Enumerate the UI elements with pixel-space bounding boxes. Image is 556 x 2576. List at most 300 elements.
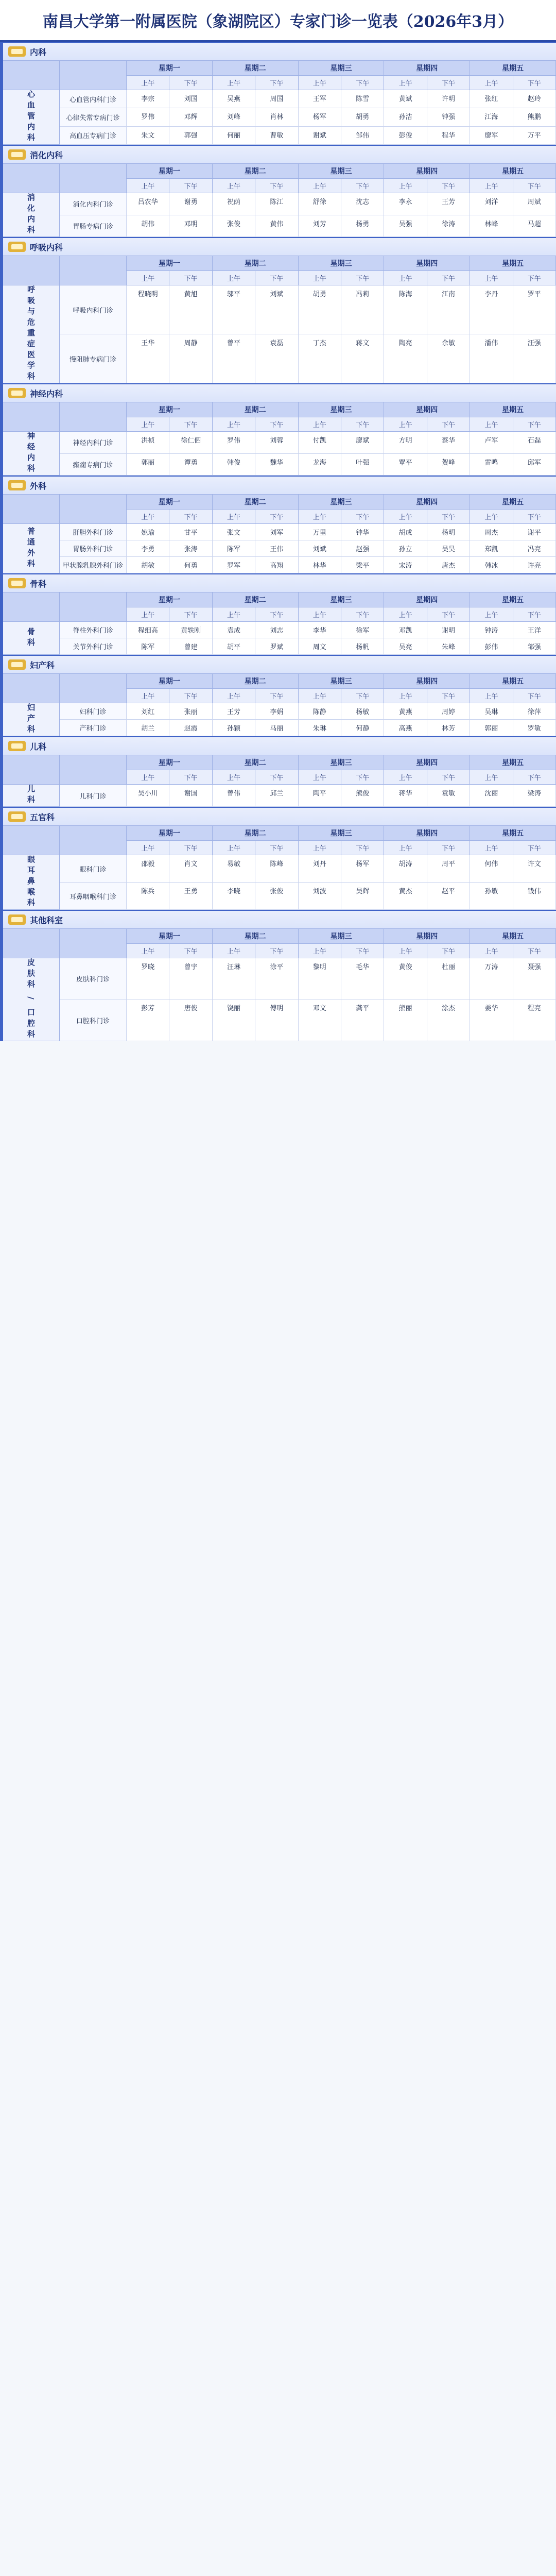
doctor-cell: 钱伟 <box>513 883 556 910</box>
doctor-cell: 许明 <box>427 90 470 108</box>
clinic-header-blank <box>60 495 127 524</box>
doctor-cell: 廖斌 <box>341 432 384 454</box>
doctor-cell: 熊俊 <box>341 785 384 807</box>
halfday-header: 下午 <box>341 179 384 193</box>
doctor-cell: 何静 <box>341 720 384 736</box>
doctor-cell: 陈海 <box>384 285 427 334</box>
footer-spacer <box>0 1041 556 1062</box>
section-title: 五官科 <box>30 812 55 822</box>
weekday-header: 星期三 <box>299 402 385 417</box>
halfday-header: 上午 <box>299 607 341 622</box>
doctor-cell: 杜丽 <box>427 958 470 999</box>
clinic-name: 神经内科门诊 <box>60 432 127 454</box>
weekday-header: 星期三 <box>299 592 385 607</box>
halfday-header: 上午 <box>213 841 255 855</box>
clinic-header-blank <box>60 674 127 703</box>
halfday-header: 上午 <box>470 607 513 622</box>
doctor-cell: 杨敏 <box>341 703 384 720</box>
doctor-cell: 韩冰 <box>470 557 513 573</box>
weekday-header: 星期三 <box>299 826 385 841</box>
doctor-cell: 沈志 <box>341 193 384 215</box>
weekday-header: 星期一 <box>127 61 213 76</box>
doctor-cell: 胡伟 <box>127 215 169 238</box>
clinic-name: 肝胆外科门诊 <box>60 524 127 540</box>
schedule-grid <box>3 592 556 655</box>
clinic-header-blank <box>60 164 127 193</box>
doctor-cell: 王洋 <box>513 622 556 638</box>
schedule-grid <box>3 402 556 476</box>
doctor-cell: 蔡华 <box>427 432 470 454</box>
doctor-cell: 吕农华 <box>127 193 169 215</box>
halfday-header: 下午 <box>169 271 212 285</box>
doctor-cell: 杨勇 <box>341 215 384 238</box>
doctor-cell: 马丽 <box>255 720 298 736</box>
clinic-name: 高血压专病门诊 <box>60 127 127 145</box>
halfday-header: 上午 <box>470 510 513 524</box>
halfday-header: 上午 <box>470 689 513 703</box>
doctor-cell: 吴昊 <box>427 540 470 557</box>
doctor-cell: 卢军 <box>470 432 513 454</box>
schedule-section <box>0 910 556 1041</box>
clinic-name: 胃肠专病门诊 <box>60 215 127 238</box>
doctor-cell: 胡兰 <box>127 720 169 736</box>
weekday-header: 星期二 <box>213 495 299 510</box>
halfday-header: 下午 <box>427 510 470 524</box>
weekday-header: 星期二 <box>213 256 299 271</box>
halfday-header: 上午 <box>299 271 341 285</box>
doctor-cell: 梁涛 <box>513 785 556 807</box>
halfday-header: 上午 <box>127 179 169 193</box>
doctor-cell: 孙颖 <box>213 720 255 736</box>
halfday-header: 上午 <box>127 510 169 524</box>
doctor-cell: 陶亮 <box>384 334 427 383</box>
weekday-header: 星期二 <box>213 929 299 944</box>
doctor-cell: 胡成 <box>384 524 427 540</box>
doctor-cell: 韩俊 <box>213 454 255 476</box>
doctor-cell: 刘军 <box>255 524 298 540</box>
section-header <box>3 145 556 164</box>
schedule-grid <box>3 256 556 383</box>
doctor-cell: 汪琳 <box>213 958 255 999</box>
doctor-cell: 彭俊 <box>384 127 427 145</box>
doctor-cell: 谢平 <box>513 524 556 540</box>
doctor-cell: 周文 <box>299 638 341 655</box>
clinic-name: 耳鼻咽喉科门诊 <box>60 883 127 910</box>
doctor-cell: 吴辉 <box>341 883 384 910</box>
halfday-header: 下午 <box>255 76 298 90</box>
doctor-cell: 唐俊 <box>169 999 212 1041</box>
doctor-cell: 朱琳 <box>299 720 341 736</box>
halfday-header: 上午 <box>470 179 513 193</box>
doctor-cell: 谭勇 <box>169 454 212 476</box>
doctor-cell: 黄伟 <box>255 215 298 238</box>
doctor-cell: 龙海 <box>299 454 341 476</box>
halfday-header: 下午 <box>341 510 384 524</box>
doctor-cell: 余敏 <box>427 334 470 383</box>
halfday-header: 下午 <box>341 689 384 703</box>
halfday-header: 下午 <box>427 417 470 432</box>
doctor-cell: 刘峰 <box>213 108 255 126</box>
weekday-header: 星期五 <box>470 495 556 510</box>
halfday-header: 下午 <box>169 607 212 622</box>
schedule-grid <box>3 929 556 1041</box>
weekday-header: 星期一 <box>127 495 213 510</box>
schedule-sections <box>0 42 556 1041</box>
doctor-cell: 徐涛 <box>427 215 470 238</box>
doctor-cell: 蒋文 <box>341 334 384 383</box>
weekday-header: 星期四 <box>384 755 470 770</box>
doctor-cell: 郭丽 <box>470 720 513 736</box>
clinic-header-blank <box>60 755 127 785</box>
doctor-cell: 陈静 <box>299 703 341 720</box>
halfday-header: 上午 <box>384 179 427 193</box>
clinic-name: 产科门诊 <box>60 720 127 736</box>
halfday-header: 上午 <box>299 770 341 785</box>
section-title: 儿科 <box>30 741 47 752</box>
doctor-cell: 林芳 <box>427 720 470 736</box>
weekday-header: 星期四 <box>384 402 470 417</box>
dept-header-blank <box>3 495 60 524</box>
clinic-name: 心律失常专病门诊 <box>60 108 127 126</box>
halfday-header: 上午 <box>213 179 255 193</box>
weekday-header: 星期一 <box>127 164 213 179</box>
doctor-cell: 彭芳 <box>127 999 169 1041</box>
department-label: 眼耳鼻喉科 <box>3 855 60 910</box>
doctor-cell: 袁磊 <box>255 334 298 383</box>
section-banner-icon <box>8 811 26 822</box>
doctor-cell: 罗军 <box>213 557 255 573</box>
halfday-header: 下午 <box>427 689 470 703</box>
halfday-header: 下午 <box>169 510 212 524</box>
department-label: 心血管内科 <box>3 90 60 145</box>
halfday-header: 下午 <box>255 770 298 785</box>
doctor-cell: 赵强 <box>341 540 384 557</box>
doctor-cell: 吴强 <box>384 215 427 238</box>
doctor-cell: 汪强 <box>513 334 556 383</box>
halfday-header: 下午 <box>169 179 212 193</box>
weekday-header: 星期三 <box>299 61 385 76</box>
doctor-cell: 饶丽 <box>213 999 255 1041</box>
doctor-cell: 谢勇 <box>169 193 212 215</box>
schedule-grid <box>3 674 556 736</box>
doctor-cell: 袁成 <box>213 622 255 638</box>
dept-header-blank <box>3 164 60 193</box>
doctor-cell: 徐军 <box>341 622 384 638</box>
weekday-header: 星期四 <box>384 256 470 271</box>
doctor-cell: 傅明 <box>255 999 298 1041</box>
doctor-cell: 朱文 <box>127 127 169 145</box>
halfday-header: 下午 <box>255 417 298 432</box>
clinic-name: 甲状腺乳腺外科门诊 <box>60 557 127 573</box>
schedule-section <box>0 476 556 573</box>
clinic-header-blank <box>60 256 127 285</box>
doctor-cell: 邬平 <box>213 285 255 334</box>
section-title: 其他科室 <box>30 915 63 925</box>
weekday-header: 星期五 <box>470 256 556 271</box>
halfday-header: 下午 <box>513 510 556 524</box>
halfday-header: 下午 <box>341 841 384 855</box>
halfday-header: 上午 <box>470 841 513 855</box>
clinic-name: 儿科门诊 <box>60 785 127 807</box>
doctor-cell: 朱峰 <box>427 638 470 655</box>
doctor-cell: 冯莉 <box>341 285 384 334</box>
clinic-name: 皮肤科门诊 <box>60 958 127 999</box>
schedule-section <box>0 736 556 807</box>
doctor-cell: 易敏 <box>213 855 255 883</box>
doctor-cell: 黄轶刚 <box>169 622 212 638</box>
doctor-cell: 胡敏 <box>127 557 169 573</box>
doctor-cell: 吴燕 <box>213 90 255 108</box>
doctor-cell: 邓明 <box>169 215 212 238</box>
doctor-cell: 邹伟 <box>341 127 384 145</box>
doctor-cell: 胡平 <box>213 638 255 655</box>
doctor-cell: 李晓 <box>213 883 255 910</box>
schedule-section <box>0 807 556 910</box>
halfday-header: 上午 <box>213 689 255 703</box>
doctor-cell: 沈丽 <box>470 785 513 807</box>
dept-header-blank <box>3 929 60 958</box>
halfday-header: 下午 <box>169 841 212 855</box>
doctor-cell: 贺峰 <box>427 454 470 476</box>
department-label: 儿科 <box>3 785 60 807</box>
schedule-grid <box>3 755 556 807</box>
clinic-name: 心血管内科门诊 <box>60 90 127 108</box>
doctor-cell: 姚瑜 <box>127 524 169 540</box>
doctor-cell: 刘斌 <box>299 540 341 557</box>
schedule-section <box>0 383 556 476</box>
clinic-name: 脊柱外科门诊 <box>60 622 127 638</box>
doctor-cell: 舒徐 <box>299 193 341 215</box>
weekday-header: 星期一 <box>127 929 213 944</box>
department-label: 神经内科 <box>3 432 60 476</box>
halfday-header: 下午 <box>255 179 298 193</box>
doctor-cell: 陈兵 <box>127 883 169 910</box>
doctor-cell: 谢国 <box>169 785 212 807</box>
doctor-cell: 张俊 <box>213 215 255 238</box>
weekday-header: 星期五 <box>470 592 556 607</box>
halfday-header: 下午 <box>341 770 384 785</box>
schedule-section <box>0 42 556 145</box>
weekday-header: 星期四 <box>384 61 470 76</box>
doctor-cell: 陈军 <box>213 540 255 557</box>
weekday-header: 星期二 <box>213 592 299 607</box>
doctor-cell: 张文 <box>213 524 255 540</box>
section-header <box>3 42 556 61</box>
weekday-header: 星期一 <box>127 755 213 770</box>
halfday-header: 下午 <box>255 689 298 703</box>
doctor-cell: 徐萍 <box>513 703 556 720</box>
doctor-cell: 杨军 <box>341 855 384 883</box>
section-banner-icon <box>8 46 26 57</box>
halfday-header: 上午 <box>384 76 427 90</box>
halfday-header: 上午 <box>213 510 255 524</box>
halfday-header: 上午 <box>299 510 341 524</box>
halfday-header: 上午 <box>127 689 169 703</box>
doctor-cell: 王芳 <box>213 703 255 720</box>
doctor-cell: 周斌 <box>513 193 556 215</box>
dept-header-blank <box>3 61 60 90</box>
page-title: 南昌大学第一附属医院（象湖院区）专家门诊一览表（2026年3月） <box>0 0 556 42</box>
weekday-header: 星期一 <box>127 402 213 417</box>
halfday-header: 上午 <box>127 271 169 285</box>
doctor-cell: 黄旭 <box>169 285 212 334</box>
doctor-cell: 张俊 <box>255 883 298 910</box>
clinic-header-blank <box>60 929 127 958</box>
halfday-header: 下午 <box>255 841 298 855</box>
doctor-cell: 张丽 <box>169 703 212 720</box>
doctor-cell: 郭强 <box>169 127 212 145</box>
halfday-header: 下午 <box>427 271 470 285</box>
doctor-cell: 许亮 <box>513 557 556 573</box>
halfday-header: 下午 <box>169 76 212 90</box>
doctor-cell: 谢斌 <box>299 127 341 145</box>
department-label: 骨科 <box>3 622 60 655</box>
weekday-header: 星期五 <box>470 164 556 179</box>
weekday-header: 星期三 <box>299 929 385 944</box>
schedule-grid <box>3 61 556 145</box>
schedule-section <box>0 145 556 237</box>
clinic-name: 慢阻肺专病门诊 <box>60 334 127 383</box>
halfday-header: 下午 <box>513 607 556 622</box>
doctor-cell: 冯亮 <box>513 540 556 557</box>
section-header <box>3 573 556 592</box>
weekday-header: 星期二 <box>213 826 299 841</box>
halfday-header: 上午 <box>299 944 341 958</box>
weekday-header: 星期二 <box>213 674 299 689</box>
halfday-header: 上午 <box>127 607 169 622</box>
doctor-cell: 高燕 <box>384 720 427 736</box>
halfday-header: 下午 <box>255 510 298 524</box>
doctor-cell: 王伟 <box>255 540 298 557</box>
halfday-header: 上午 <box>127 944 169 958</box>
section-title: 呼吸内科 <box>30 242 63 252</box>
doctor-cell: 杨帆 <box>341 638 384 655</box>
doctor-cell: 孙敏 <box>470 883 513 910</box>
doctor-cell: 万涛 <box>470 958 513 999</box>
doctor-cell: 肖林 <box>255 108 298 126</box>
halfday-header: 上午 <box>384 607 427 622</box>
halfday-header: 上午 <box>213 607 255 622</box>
section-banner-icon <box>8 242 26 252</box>
clinic-header-blank <box>60 402 127 432</box>
halfday-header: 下午 <box>513 417 556 432</box>
weekday-header: 星期四 <box>384 495 470 510</box>
halfday-header: 下午 <box>427 841 470 855</box>
halfday-header: 上午 <box>384 944 427 958</box>
doctor-cell: 罗敏 <box>513 720 556 736</box>
section-title: 内科 <box>30 47 47 57</box>
dept-header-blank <box>3 402 60 432</box>
halfday-header: 上午 <box>384 770 427 785</box>
doctor-cell: 赵玲 <box>513 90 556 108</box>
clinic-header-blank <box>60 61 127 90</box>
doctor-cell: 曾平 <box>213 334 255 383</box>
section-banner-icon <box>8 741 26 751</box>
halfday-header: 上午 <box>384 510 427 524</box>
doctor-cell: 王芳 <box>427 193 470 215</box>
doctor-cell: 曹敏 <box>255 127 298 145</box>
doctor-cell: 甘平 <box>169 524 212 540</box>
doctor-cell: 龚平 <box>341 999 384 1041</box>
doctor-cell: 袁敏 <box>427 785 470 807</box>
halfday-header: 上午 <box>127 417 169 432</box>
department-label: 呼吸与危重症医学科 <box>3 285 60 383</box>
doctor-cell: 孙立 <box>384 540 427 557</box>
section-header <box>3 736 556 755</box>
section-banner-icon <box>8 388 26 398</box>
doctor-cell: 杨军 <box>299 108 341 126</box>
doctor-cell: 钟强 <box>427 108 470 126</box>
doctor-cell: 祝荫 <box>213 193 255 215</box>
weekday-header: 星期三 <box>299 495 385 510</box>
doctor-cell: 钟华 <box>341 524 384 540</box>
halfday-header: 上午 <box>384 271 427 285</box>
weekday-header: 星期三 <box>299 755 385 770</box>
halfday-header: 上午 <box>299 179 341 193</box>
weekday-header: 星期四 <box>384 826 470 841</box>
doctor-cell: 郑凯 <box>470 540 513 557</box>
weekday-header: 星期一 <box>127 592 213 607</box>
doctor-cell: 王军 <box>299 90 341 108</box>
doctor-cell: 高翔 <box>255 557 298 573</box>
halfday-header: 下午 <box>255 944 298 958</box>
section-title: 消化内科 <box>30 150 63 160</box>
doctor-cell: 刘洋 <box>470 193 513 215</box>
doctor-cell: 邓凯 <box>384 622 427 638</box>
halfday-header: 上午 <box>127 841 169 855</box>
clinic-name: 消化内科门诊 <box>60 193 127 215</box>
doctor-cell: 肖文 <box>169 855 212 883</box>
dept-header-blank <box>3 826 60 855</box>
doctor-cell: 张红 <box>470 90 513 108</box>
halfday-header: 下午 <box>513 770 556 785</box>
doctor-cell: 方明 <box>384 432 427 454</box>
clinic-name: 妇科门诊 <box>60 703 127 720</box>
doctor-cell: 许文 <box>513 855 556 883</box>
halfday-header: 下午 <box>255 271 298 285</box>
doctor-cell: 刘丹 <box>299 855 341 883</box>
halfday-header: 下午 <box>169 689 212 703</box>
halfday-header: 下午 <box>513 271 556 285</box>
halfday-header: 下午 <box>513 179 556 193</box>
doctor-cell: 聂强 <box>513 958 556 999</box>
halfday-header: 下午 <box>513 944 556 958</box>
halfday-header: 上午 <box>470 770 513 785</box>
halfday-header: 下午 <box>255 607 298 622</box>
halfday-header: 上午 <box>213 76 255 90</box>
halfday-header: 上午 <box>127 76 169 90</box>
clinic-name: 呼吸内科门诊 <box>60 285 127 334</box>
department-label: 普通外科 <box>3 524 60 573</box>
doctor-cell: 杨明 <box>427 524 470 540</box>
doctor-cell: 胡涛 <box>384 855 427 883</box>
halfday-header: 上午 <box>299 417 341 432</box>
weekday-header: 星期五 <box>470 755 556 770</box>
doctor-cell: 周国 <box>255 90 298 108</box>
section-header <box>3 383 556 402</box>
doctor-cell: 魏华 <box>255 454 298 476</box>
weekday-header: 星期三 <box>299 164 385 179</box>
doctor-cell: 曾建 <box>169 638 212 655</box>
weekday-header: 星期五 <box>470 61 556 76</box>
doctor-cell: 黄俊 <box>384 958 427 999</box>
doctor-cell: 刘波 <box>299 883 341 910</box>
department-label: 妇产科 <box>3 703 60 736</box>
doctor-cell: 罗斌 <box>255 638 298 655</box>
weekday-header: 星期四 <box>384 164 470 179</box>
section-title: 神经内科 <box>30 388 63 399</box>
weekday-header: 星期二 <box>213 164 299 179</box>
